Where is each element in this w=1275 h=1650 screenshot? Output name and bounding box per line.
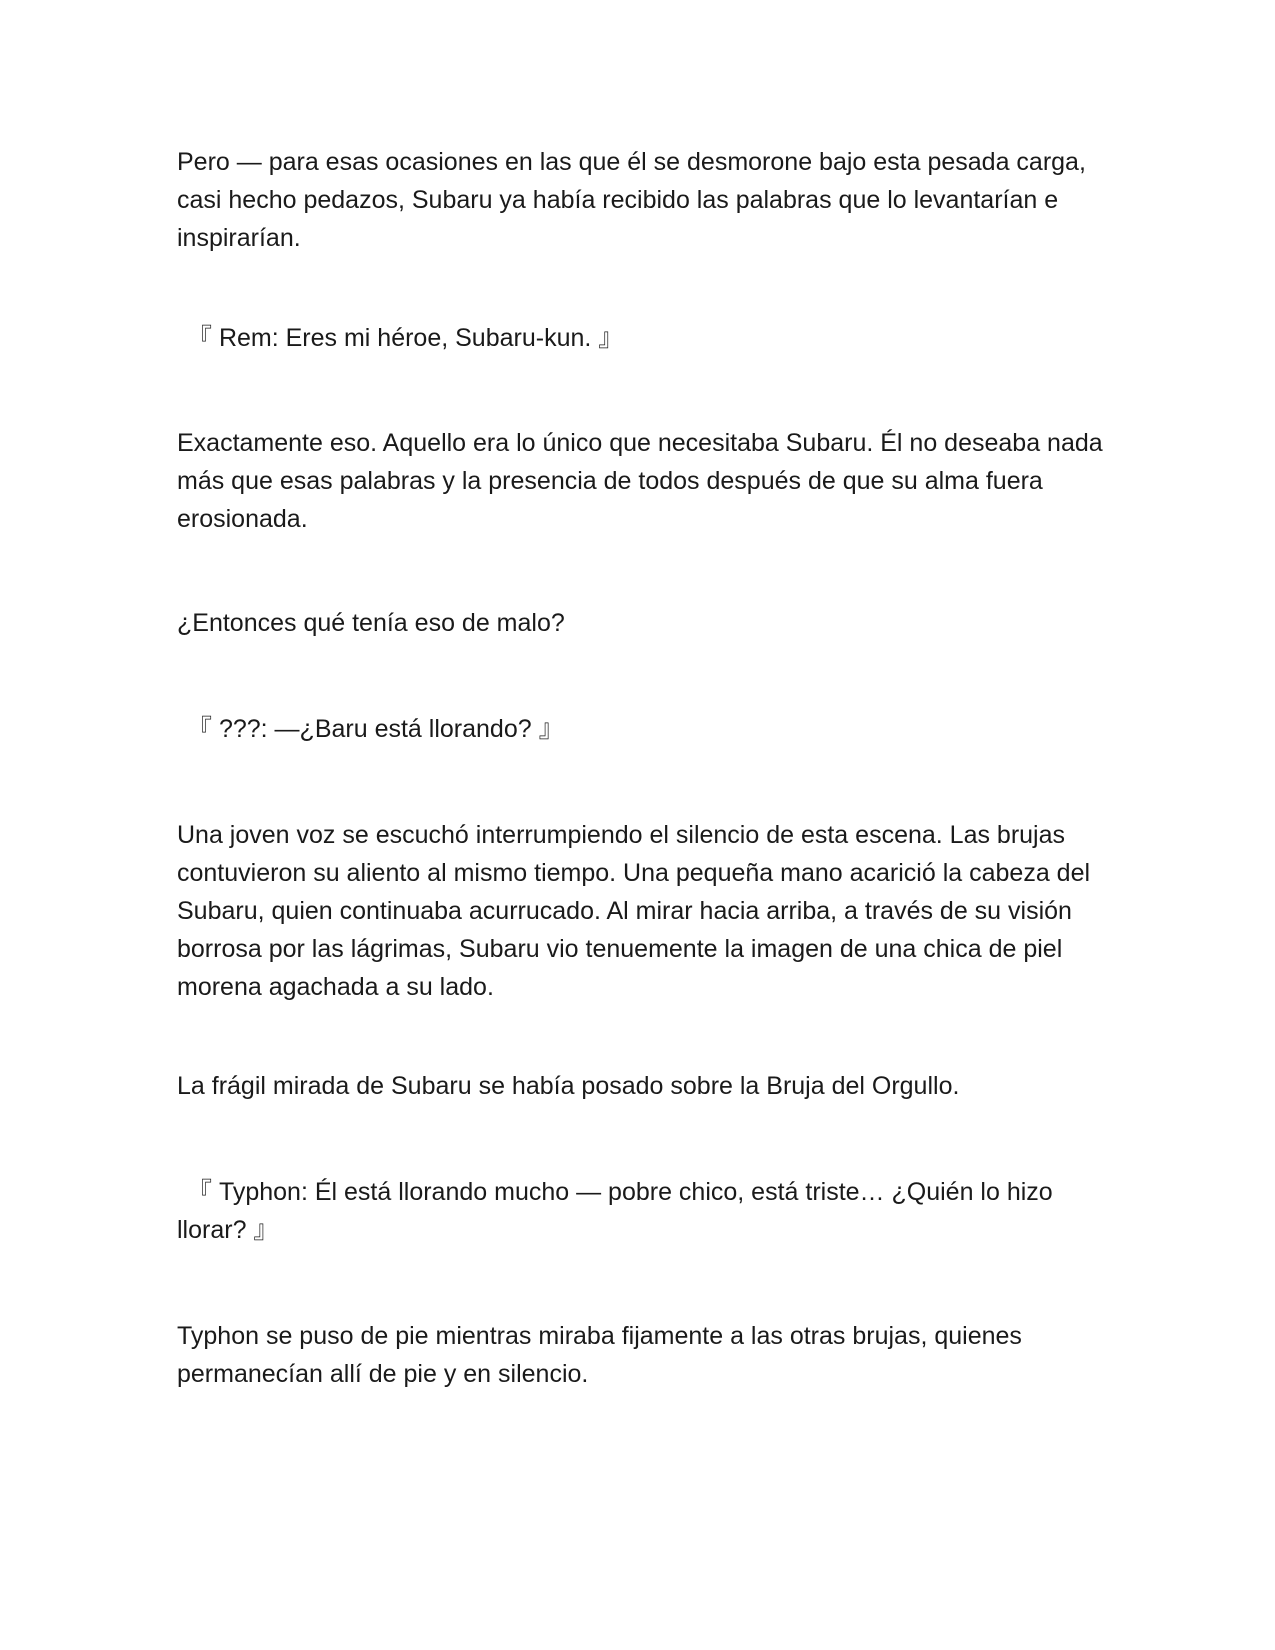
dialogue-rem: 『 Rem: Eres mi héroe, Subaru-kun. 』 xyxy=(187,324,624,352)
paragraph-5: La frágil mirada de Subaru se había posado sobre la Bruja del Orgullo. xyxy=(177,1072,960,1100)
paragraph-1: Pero — para esas ocasiones en las que él se desmorone bajo esta pesada carga, casi hecho pedazos, Subaru ya había recibido las palabras que lo levantarían e inspirarían. xyxy=(177,148,1093,252)
dialogue-typhon: 『 Typhon: Él está llorando mucho — pobre chico, está triste… ¿Quién lo hizo llorar? 』 xyxy=(177,1178,1060,1244)
paragraph-3: ¿Entonces qué tenía eso de malo? xyxy=(177,609,565,637)
paragraph-2: Exactamente eso. Aquello era lo único que necesitaba Subaru. Él no deseaba nada más que esas palabras y la presencia de todos después de que su alma fuera erosionada. xyxy=(177,429,1110,533)
paragraph-6: Typhon se puso de pie mientras miraba fijamente a las otras brujas, quienes permanecían allí de pie y en silencio. xyxy=(177,1322,1029,1388)
dialogue-unknown: 『 ???: —¿Baru está llorando? 』 xyxy=(187,715,564,743)
paragraph-4: Una joven voz se escuchó interrumpiendo el silencio de esta escena. Las brujas contuvieron su aliento al mismo tiempo. Una pequeña mano acarició la cabeza del Subaru, quien continuaba acurrucado. Al mirar hacia arriba, a través de su visión borrosa por las lágrimas, Subaru vio tenuemente la imagen de una chica de piel morena agachada a su lado. xyxy=(177,821,1097,1001)
